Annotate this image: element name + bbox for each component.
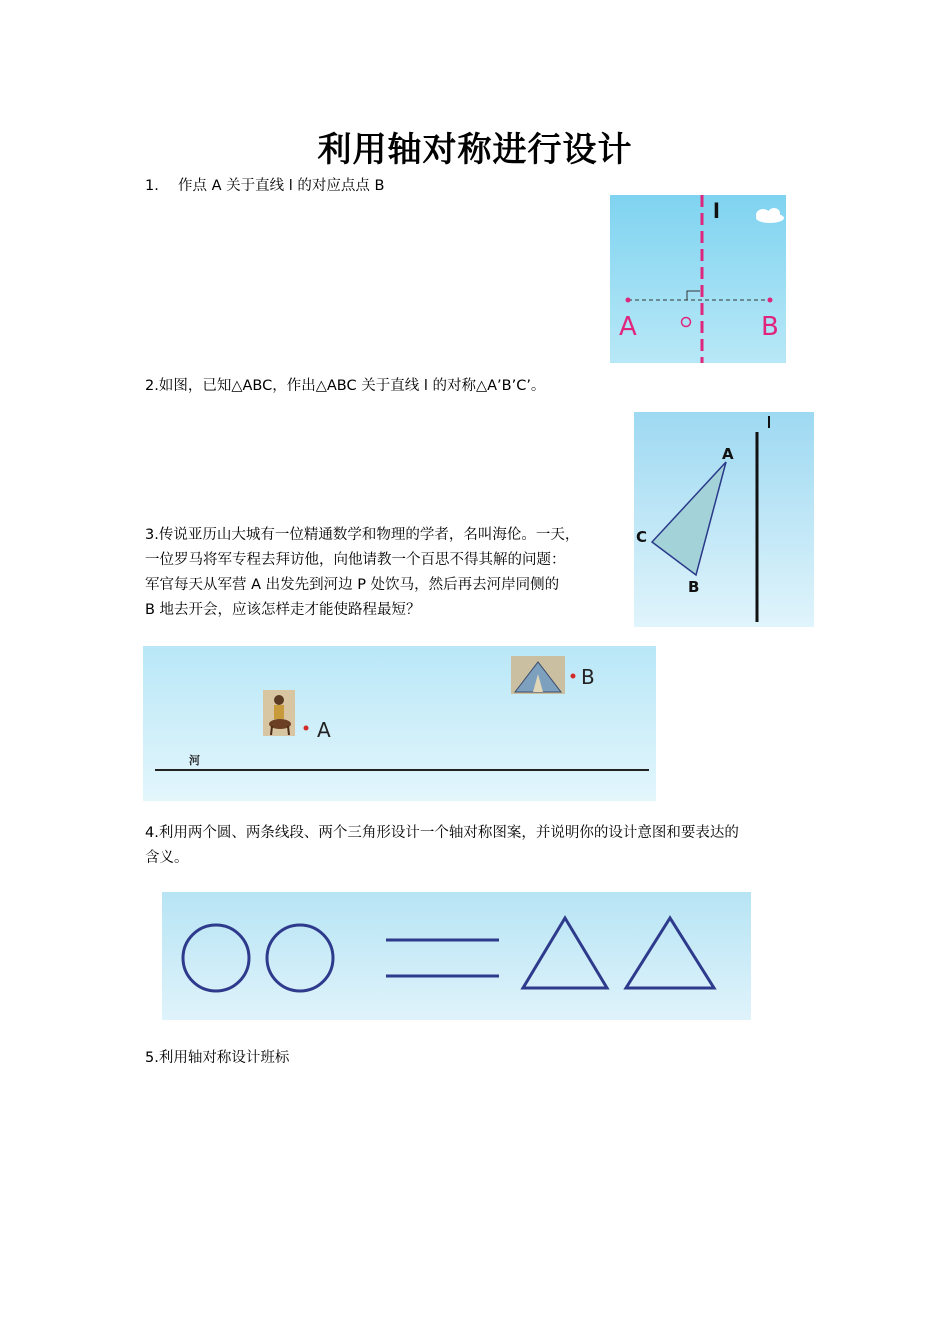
- vertex-b-label: B: [688, 578, 700, 596]
- question-1-text: 作点 A 关于直线 l 的对应点点 B: [178, 178, 385, 194]
- point-b-dot: [571, 674, 576, 679]
- tent-icon: [511, 656, 565, 694]
- question-4-line-2: 含义。: [145, 850, 189, 866]
- triangle-abc: [652, 462, 726, 575]
- question-5-text: 5.利用轴对称设计班标: [145, 1050, 290, 1066]
- river-label: 河: [189, 754, 200, 767]
- vertex-c-label: C: [636, 528, 648, 546]
- triangle-shape-2: [626, 918, 714, 988]
- vertex-a-label: A: [722, 445, 734, 463]
- label-b: B: [761, 312, 779, 342]
- triangle-shape-1: [523, 918, 607, 988]
- circle-shape-1: [183, 925, 249, 991]
- question-3-line-2: 一位罗马将军专程去拜访他，向他请教一个百思不得其解的问题：: [145, 552, 566, 568]
- page-title: 利用轴对称进行设计: [317, 130, 633, 170]
- line-label-l: l: [713, 199, 720, 223]
- circle-shape-2: [267, 925, 333, 991]
- label-a: A: [619, 312, 637, 342]
- figure-4: [162, 892, 751, 1020]
- figure-1: [610, 195, 786, 363]
- point-a-dot: [626, 298, 631, 303]
- point-b-dot: [768, 298, 773, 303]
- point-o-circle: [682, 318, 691, 327]
- question-3-line-4: B 地去开会，应该怎样走才能使路程最短？: [145, 602, 421, 618]
- question-3-line-3: 军官每天从军营 A 出发先到河边 P 处饮马，然后再去河岸同侧的: [145, 577, 560, 593]
- label-a: A: [317, 718, 331, 742]
- horse-rider-icon: [263, 690, 295, 736]
- right-angle-mark: [687, 291, 700, 300]
- question-1-number: 1.: [145, 178, 159, 194]
- question-2-text: 2.如图，已知△ABC，作出△ABC 关于直线 l 的对称△A’B’C’。: [145, 378, 546, 394]
- point-a-dot: [304, 726, 309, 731]
- figure-3: [143, 646, 656, 801]
- question-4-line-1: 4.利用两个圆、两条线段、两个三角形设计一个轴对称图案，并说明你的设计意图和要表达的: [145, 825, 739, 841]
- figure-2: [634, 412, 814, 627]
- cloud-icon: [756, 208, 784, 223]
- question-3-line-1: 3.传说亚历山大城有一位精通数学和物理的学者，名叫海伦。一天，: [145, 527, 580, 543]
- label-b: B: [581, 665, 595, 689]
